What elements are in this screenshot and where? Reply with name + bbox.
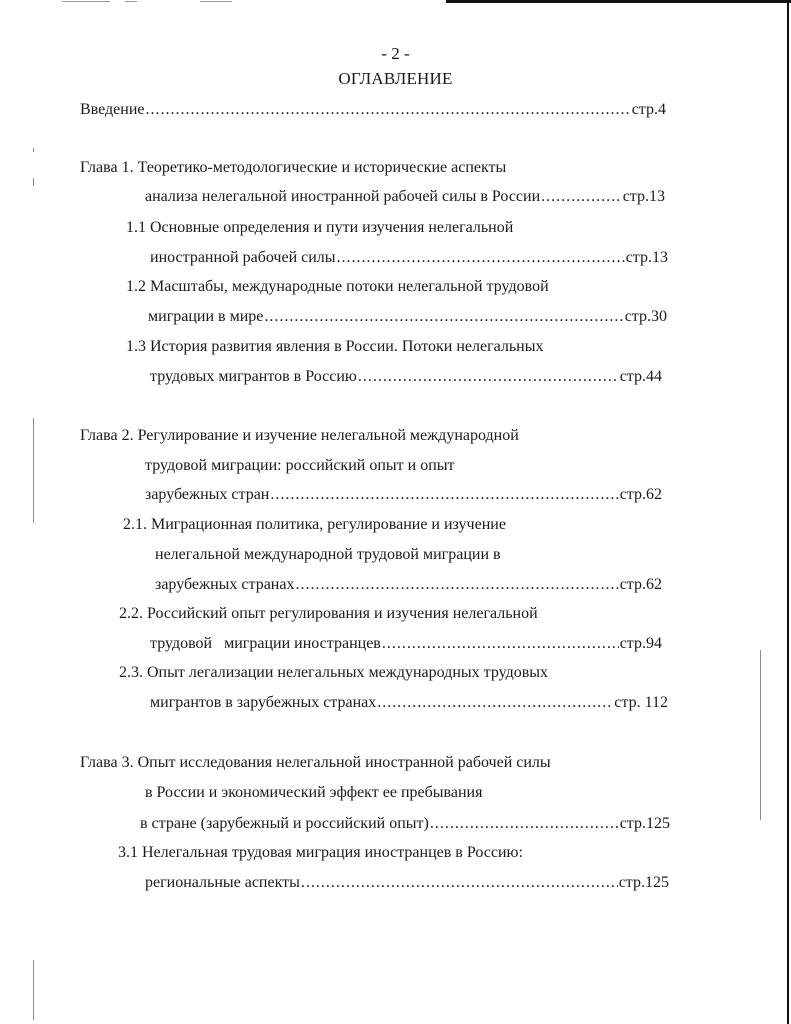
toc-chapter-1 (145, 187, 665, 207)
toc-page-ref: стр.125 (619, 815, 670, 832)
toc-page-ref: стр.62 (619, 576, 662, 593)
toc-entry-text: трудовой миграции иностранцев (150, 635, 381, 652)
toc-section-1-2 (148, 307, 667, 327)
toc-entry-text: региональные аспекты (145, 874, 300, 891)
toc-chapter-1-title: Глава 1. Теоретико-методологические и исторические аспекты (80, 159, 507, 176)
toc-chapter-2-title: Глава 2. Регулирование и изучение нелегальной международной (80, 427, 519, 444)
toc-chapter-3-title-line2: в России и экономический эффект ее пребывания (145, 784, 483, 801)
scan-mark (760, 650, 761, 820)
toc-section-2-3-title: 2.3. Опыт легализации нелегальных международных трудовых (119, 664, 549, 681)
scan-edge (446, 0, 791, 3)
toc-section-1-2-title: 1.2 Масштабы, международные потоки нелегальной трудовой (126, 278, 549, 295)
toc-section-1-3-title: 1.3 История развития явления в России. Потоки нелегальных (126, 338, 544, 355)
toc-chapter-3 (140, 814, 670, 834)
page-number: - 2 - (381, 44, 410, 63)
scan-mark (33, 418, 34, 523)
toc-section-2-2 (150, 634, 662, 654)
toc-section-3-1 (145, 873, 669, 893)
toc-page-ref: стр.44 (619, 368, 662, 385)
scan-top-border (0, 0, 791, 6)
toc-section-1-1 (150, 248, 668, 268)
toc-leader (264, 307, 623, 327)
toc-leader (146, 100, 631, 120)
scan-mark (62, 1, 110, 2)
toc-entry-text: трудовых мигрантов в Россию (150, 368, 357, 385)
toc-chapter-2-title-line2: трудовой миграции: российский опыт и опыт (145, 457, 455, 474)
scan-right-edge (787, 0, 789, 1024)
toc-entry-text: миграции в мире (148, 308, 264, 325)
toc-page-ref: стр. 112 (614, 694, 668, 711)
toc-entry-text: анализа нелегальной иностранной рабочей силы в России (145, 188, 541, 205)
toc-entry-text: зарубежных странах (155, 576, 295, 593)
toc-section-2-1-title: 2.1. Миграционная политика, регулирование и изучение (123, 516, 506, 533)
toc-entry-text: мигрантов в зарубежных странах (150, 694, 377, 711)
toc-page-ref: стр.13 (625, 249, 668, 266)
toc-leader (301, 873, 618, 893)
toc-chapter-2 (145, 485, 662, 505)
toc-leader (377, 693, 613, 713)
toc-section-2-2-title: 2.2. Российский опыт регулирования и изучения нелегальной (119, 605, 538, 622)
toc-page-ref: стр.30 (624, 308, 667, 325)
toc-page-ref: стр.13 (622, 188, 665, 205)
toc-page-ref: стр.4 (631, 101, 666, 118)
toc-page-ref: стр.94 (619, 635, 662, 652)
toc-leader (295, 575, 618, 595)
toc-section-1-3 (150, 367, 662, 387)
toc-section-1-1-title: 1.1 Основные определения и пути изучения нелегальной (126, 219, 514, 236)
scan-mark (33, 960, 34, 1020)
scan-mark (200, 1, 232, 2)
toc-leader (270, 485, 618, 505)
toc-leader (337, 248, 625, 268)
toc-chapter-3-title: Глава 3. Опыт исследования нелегальной иностранной рабочей силы (80, 754, 551, 771)
toc-leader (430, 814, 619, 834)
toc-section-3-1-title: 3.1 Нелегальная трудовая миграция иностранцев в Россию: (118, 844, 523, 861)
scan-mark (33, 178, 34, 186)
toc-entry-text: Введение (80, 101, 145, 118)
scan-mark (33, 148, 34, 152)
toc-entry-intro (80, 100, 666, 120)
page-title: ОГЛАВЛЕНИЕ (338, 69, 453, 88)
toc-entry-text: зарубежных стран (145, 486, 270, 503)
toc-section-2-1-title-line2: нелегальной международной трудовой миграции в (155, 546, 501, 563)
toc-page-ref: стр.125 (618, 874, 669, 891)
toc-leader (382, 634, 619, 654)
toc-leader (358, 367, 619, 387)
toc-leader (541, 187, 622, 207)
toc-entry-text: в стране (зарубежный и российский опыт) (140, 815, 429, 832)
toc-section-2-1 (155, 575, 662, 595)
scan-mark (125, 1, 137, 2)
toc-entry-text: иностранной рабочей силы (150, 249, 336, 266)
toc-section-2-3 (150, 693, 668, 713)
toc-page-ref: стр.62 (619, 486, 662, 503)
